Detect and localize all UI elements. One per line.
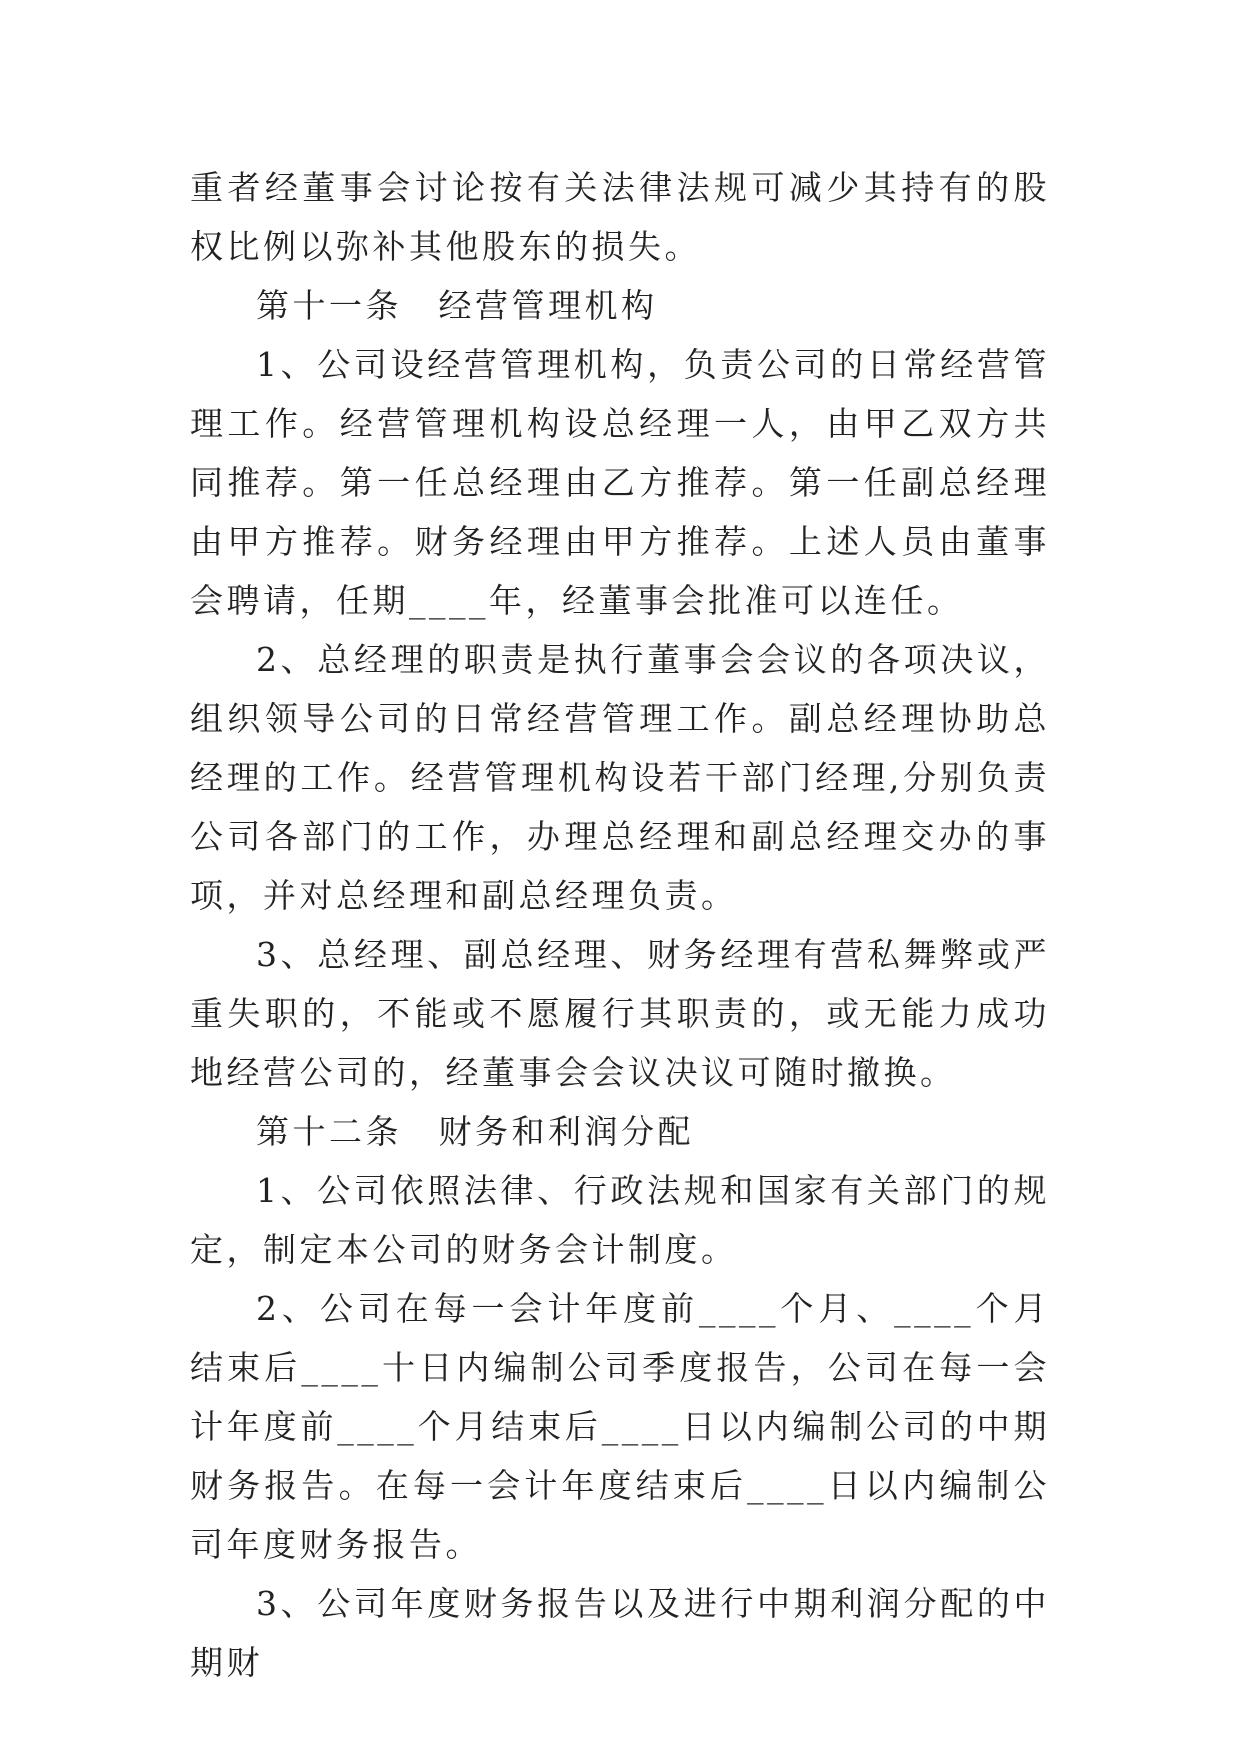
article-12-clause-1: 1、公司依照法律、行政法规和国家有关部门的规定，制定本公司的财务会计制度。	[190, 1171, 1050, 1269]
article-12-clause-3: 3、公司年度财务报告以及进行中期利润分配的中期财	[190, 1584, 1050, 1682]
article-11-heading: 第十一条 经营管理机构	[256, 286, 658, 325]
article-11-clause-1: 1、公司设经营管理机构，负责公司的日常经营管理工作。经营管理机构设总经理一人，由甲乙双方共同推荐。第一任总经理由乙方推荐。第一任副总经理由甲方推荐。财务经理由甲方推荐。上述人员由董事会聘请，任期____年，经董事会批准可以连任。	[190, 345, 1050, 620]
article-11-clause-2: 2、总经理的职责是执行董事会会议的各项决议，组织领导公司的日常经营管理工作。副总经理协助总经理的工作。经营管理机构设若干部门经理,分别负责公司各部门的工作，办理总经理和副总经理交办的事项，并对总经理和副总经理负责。	[190, 640, 1050, 915]
paragraph-continuation: 重者经董事会讨论按有关法律法规可减少其持有的股权比例以弥补其他股东的损失。	[190, 168, 1050, 266]
document-body	[190, 158, 1050, 1692]
article-12-heading: 第十二条 财务和利润分配	[256, 1112, 694, 1151]
article-11-clause-3: 3、总经理、副总经理、财务经理有营私舞弊或严重失职的，不能或不愿履行其职责的，或无能力成功地经营公司的，经董事会会议决议可随时撤换。	[190, 935, 1050, 1092]
article-12-clause-2: 2、公司在每一会计年度前____个月、____个月结束后____十日内编制公司季度报告，公司在每一会计年度前____个月结束后____日以内编制公司的中期财务报告。在每一会计年度结束后____日以内编制公司年度财务报告。	[190, 1289, 1050, 1564]
